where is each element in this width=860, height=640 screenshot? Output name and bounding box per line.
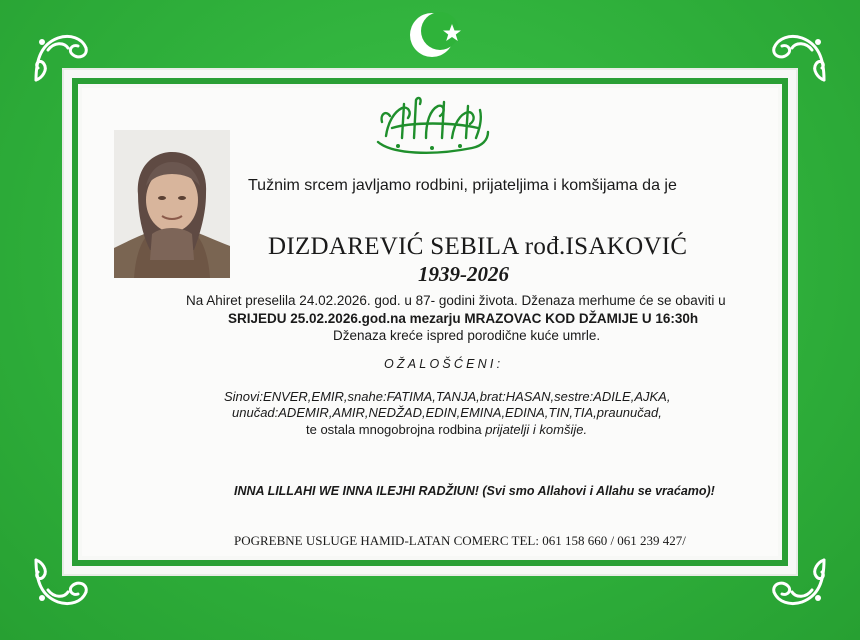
calligraphy-emblem	[372, 92, 494, 158]
intro-text: Tužnim srcem javljamo rodbini, prijateljima i komšijama da je	[248, 177, 677, 194]
family-line-1: Sinovi:ENVER,EMIR,snahe:FATIMA,TANJA,brat:HASAN,sestre:ADILE,AJKA,	[224, 389, 671, 404]
prayer-text: INNA LILLAHI WE INNA ILEJHI RADŽIUN! (Svi smo Allahovi i Allahu se vraćamo)!	[234, 484, 715, 498]
crescent-star-icon	[408, 8, 468, 62]
funeral-date-location: SRIJEDU 25.02.2026.god.na mezarju MRAZOVAC KOD DŽAMIJE U 16:30h	[228, 311, 699, 326]
family-line-3-italic: prijatelji i komšije.	[485, 422, 588, 437]
portrait-image	[114, 130, 230, 278]
family-line-2: unučad:ADEMIR,AMIR,NEDŽAD,EDIN,EMINA,EDINA,TIN,TIA,praunučad,	[232, 405, 662, 420]
family-line-3-prefix: te ostala mnogobrojna rodbina	[306, 422, 486, 437]
deceased-name: DIZDAREVIĆ SEBILA rođ.ISAKOVIĆ	[268, 233, 688, 260]
life-years: 1939-2026	[418, 262, 509, 286]
mourners-heading: OŽALOŠĆENI:	[384, 357, 504, 371]
family-line-3	[306, 422, 587, 437]
passing-details: Na Ahiret preselila 24.02.2026. god. u 87- godini života. Dženaza merhume će se obaviti u	[186, 293, 726, 308]
funeral-service-contact: POGREBNE USLUGE HAMID-LATAN COMERC TEL: 061 158 660 / 061 239 427/	[234, 533, 686, 548]
procession-info: Dženaza kreće ispred porodične kuće umrle.	[333, 328, 601, 343]
portrait-photo	[114, 130, 230, 278]
